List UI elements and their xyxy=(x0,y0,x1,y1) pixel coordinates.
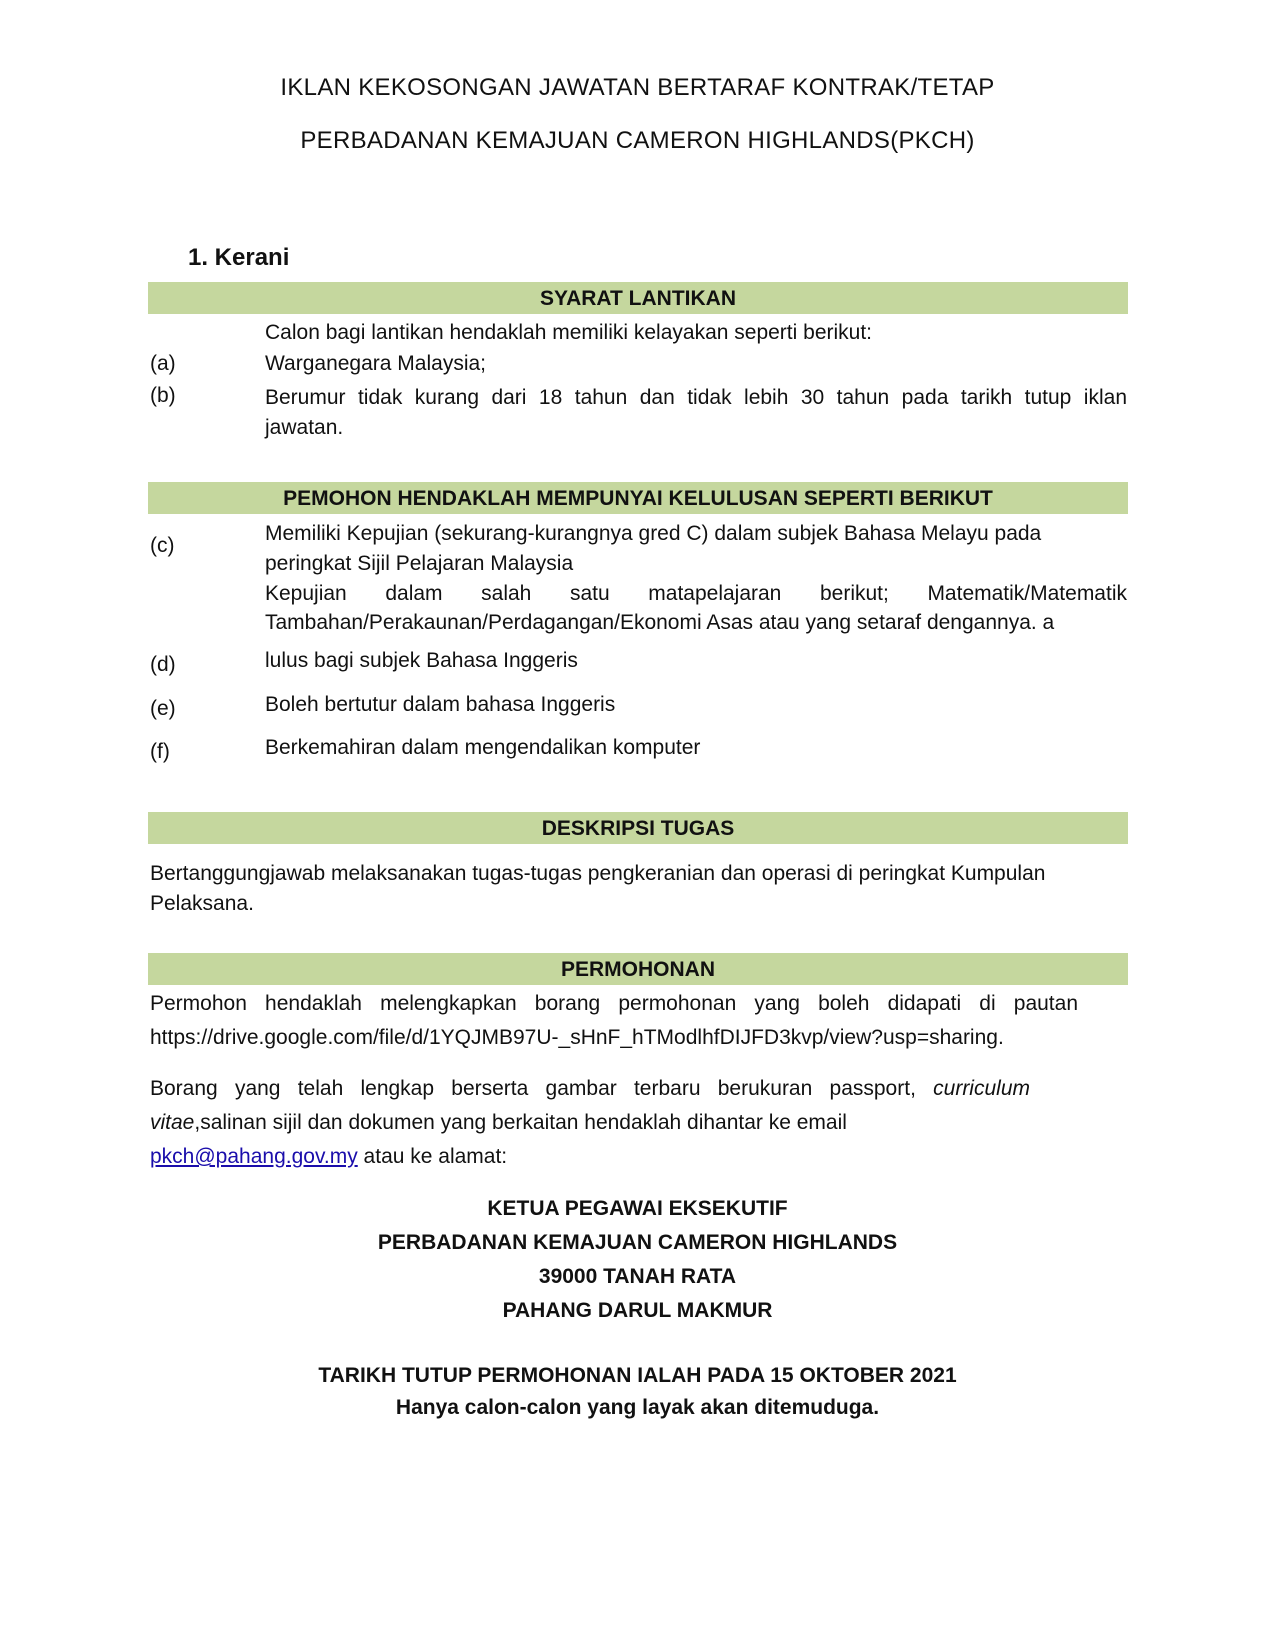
form-url: https://drive.google.com/file/d/1YQJMB97U-_sHnF_hTModlhfDIJFD3kvp/view?usp=sharing. xyxy=(150,1026,1004,1049)
item-label-f: (f) xyxy=(150,740,170,763)
item-label-b: (b) xyxy=(150,384,176,407)
item-label-e: (e) xyxy=(150,697,176,720)
section-header-permohonan: PERMOHONAN xyxy=(148,953,1128,985)
item-label-d: (d) xyxy=(150,653,176,676)
item-text-c-line4: Tambahan/Perakaunan/Perdagangan/Ekonomi Asas atau yang setaraf dengannya. a xyxy=(265,611,1055,634)
address-line1: KETUA PEGAWAI EKSEKUTIF xyxy=(487,1197,788,1220)
permohonan-line1: Permohon hendaklah melengkapkan borang permohonan yang boleh didapati di pautan xyxy=(150,992,1078,1015)
address-line4: PAHANG DARUL MAKMUR xyxy=(502,1299,773,1322)
p2-prefix: Borang yang telah lengkap berserta gambar terbaru berukuran passport, xyxy=(150,1077,916,1100)
closing-date: TARIKH TUTUP PERMOHONAN IALAH PADA 15 OKTOBER 2021 xyxy=(318,1364,957,1387)
address-line2: PERBADANAN KEMAJUAN CAMERON HIGHLANDS xyxy=(377,1231,898,1254)
p2-italic2: vitae xyxy=(150,1111,195,1134)
section-header-deskripsi: DESKRIPSI TUGAS xyxy=(148,812,1128,844)
item-label-a: (a) xyxy=(150,352,176,375)
item-label-c: (c) xyxy=(150,534,175,557)
doc-title-line1: IKLAN KEKOSONGAN JAWATAN BERTARAF KONTRAK/TETAP xyxy=(280,74,995,101)
item-text-a: Warganegara Malaysia; xyxy=(265,352,486,375)
closing-note: Hanya calon-calon yang layak akan ditemuduga. xyxy=(395,1396,880,1419)
permohonan-p2-line3 xyxy=(150,1141,1128,1172)
email-suffix: atau ke alamat: xyxy=(357,1145,508,1168)
deskripsi-line2: Pelaksana. xyxy=(150,892,254,915)
section-header-kelulusan: PEMOHON HENDAKLAH MEMPUNYAI KELULUSAN SEPERTI BERIKUT xyxy=(148,482,1128,514)
deskripsi-line1: Bertanggungjawab melaksanakan tugas-tugas pengkeranian dan operasi di peringkat Kumpulan xyxy=(150,862,1046,885)
job-title: 1. Kerani xyxy=(188,244,290,271)
item-text-c-line1: Memiliki Kepujian (sekurang-kurangnya gred C) dalam subjek Bahasa Melayu pada xyxy=(265,522,1042,545)
item-text-c-line2: peringkat Sijil Pelajaran Malaysia xyxy=(265,552,574,575)
permohonan-p2-line2 xyxy=(150,1107,1128,1138)
permohonan-p2-line1 xyxy=(150,1073,1030,1104)
address-line3: 39000 TANAH RATA xyxy=(538,1265,737,1288)
item-text-b-line1: Berumur tidak kurang dari 18 tahun dan tidak lebih 30 tahun pada tarikh tutup iklan xyxy=(265,386,1127,409)
item-text-d: lulus bagi subjek Bahasa Inggeris xyxy=(265,649,578,672)
item-text-b-line2: jawatan. xyxy=(265,416,344,439)
item-text-f: Berkemahiran dalam mengendalikan komputer xyxy=(265,736,701,759)
p2-italic: curriculum xyxy=(933,1077,1030,1100)
item-text-e: Boleh bertutur dalam bahasa Inggeris xyxy=(265,693,616,716)
email-link[interactable]: pkch@pahang.gov.my xyxy=(150,1145,358,1168)
syarat-intro: Calon bagi lantikan hendaklah memiliki kelayakan seperti berikut: xyxy=(265,321,873,344)
doc-title-line2: PERBADANAN KEMAJUAN CAMERON HIGHLANDS(PKCH) xyxy=(300,127,975,154)
section-header-syarat: SYARAT LANTIKAN xyxy=(148,282,1128,314)
item-text-c-line3: Kepujian dalam salah satu matapelajaran berikut; Matematik/Matematik xyxy=(265,582,1127,605)
p2-rest: ,salinan sijil dan dokumen yang berkaitan hendaklah dihantar ke email xyxy=(194,1111,847,1134)
